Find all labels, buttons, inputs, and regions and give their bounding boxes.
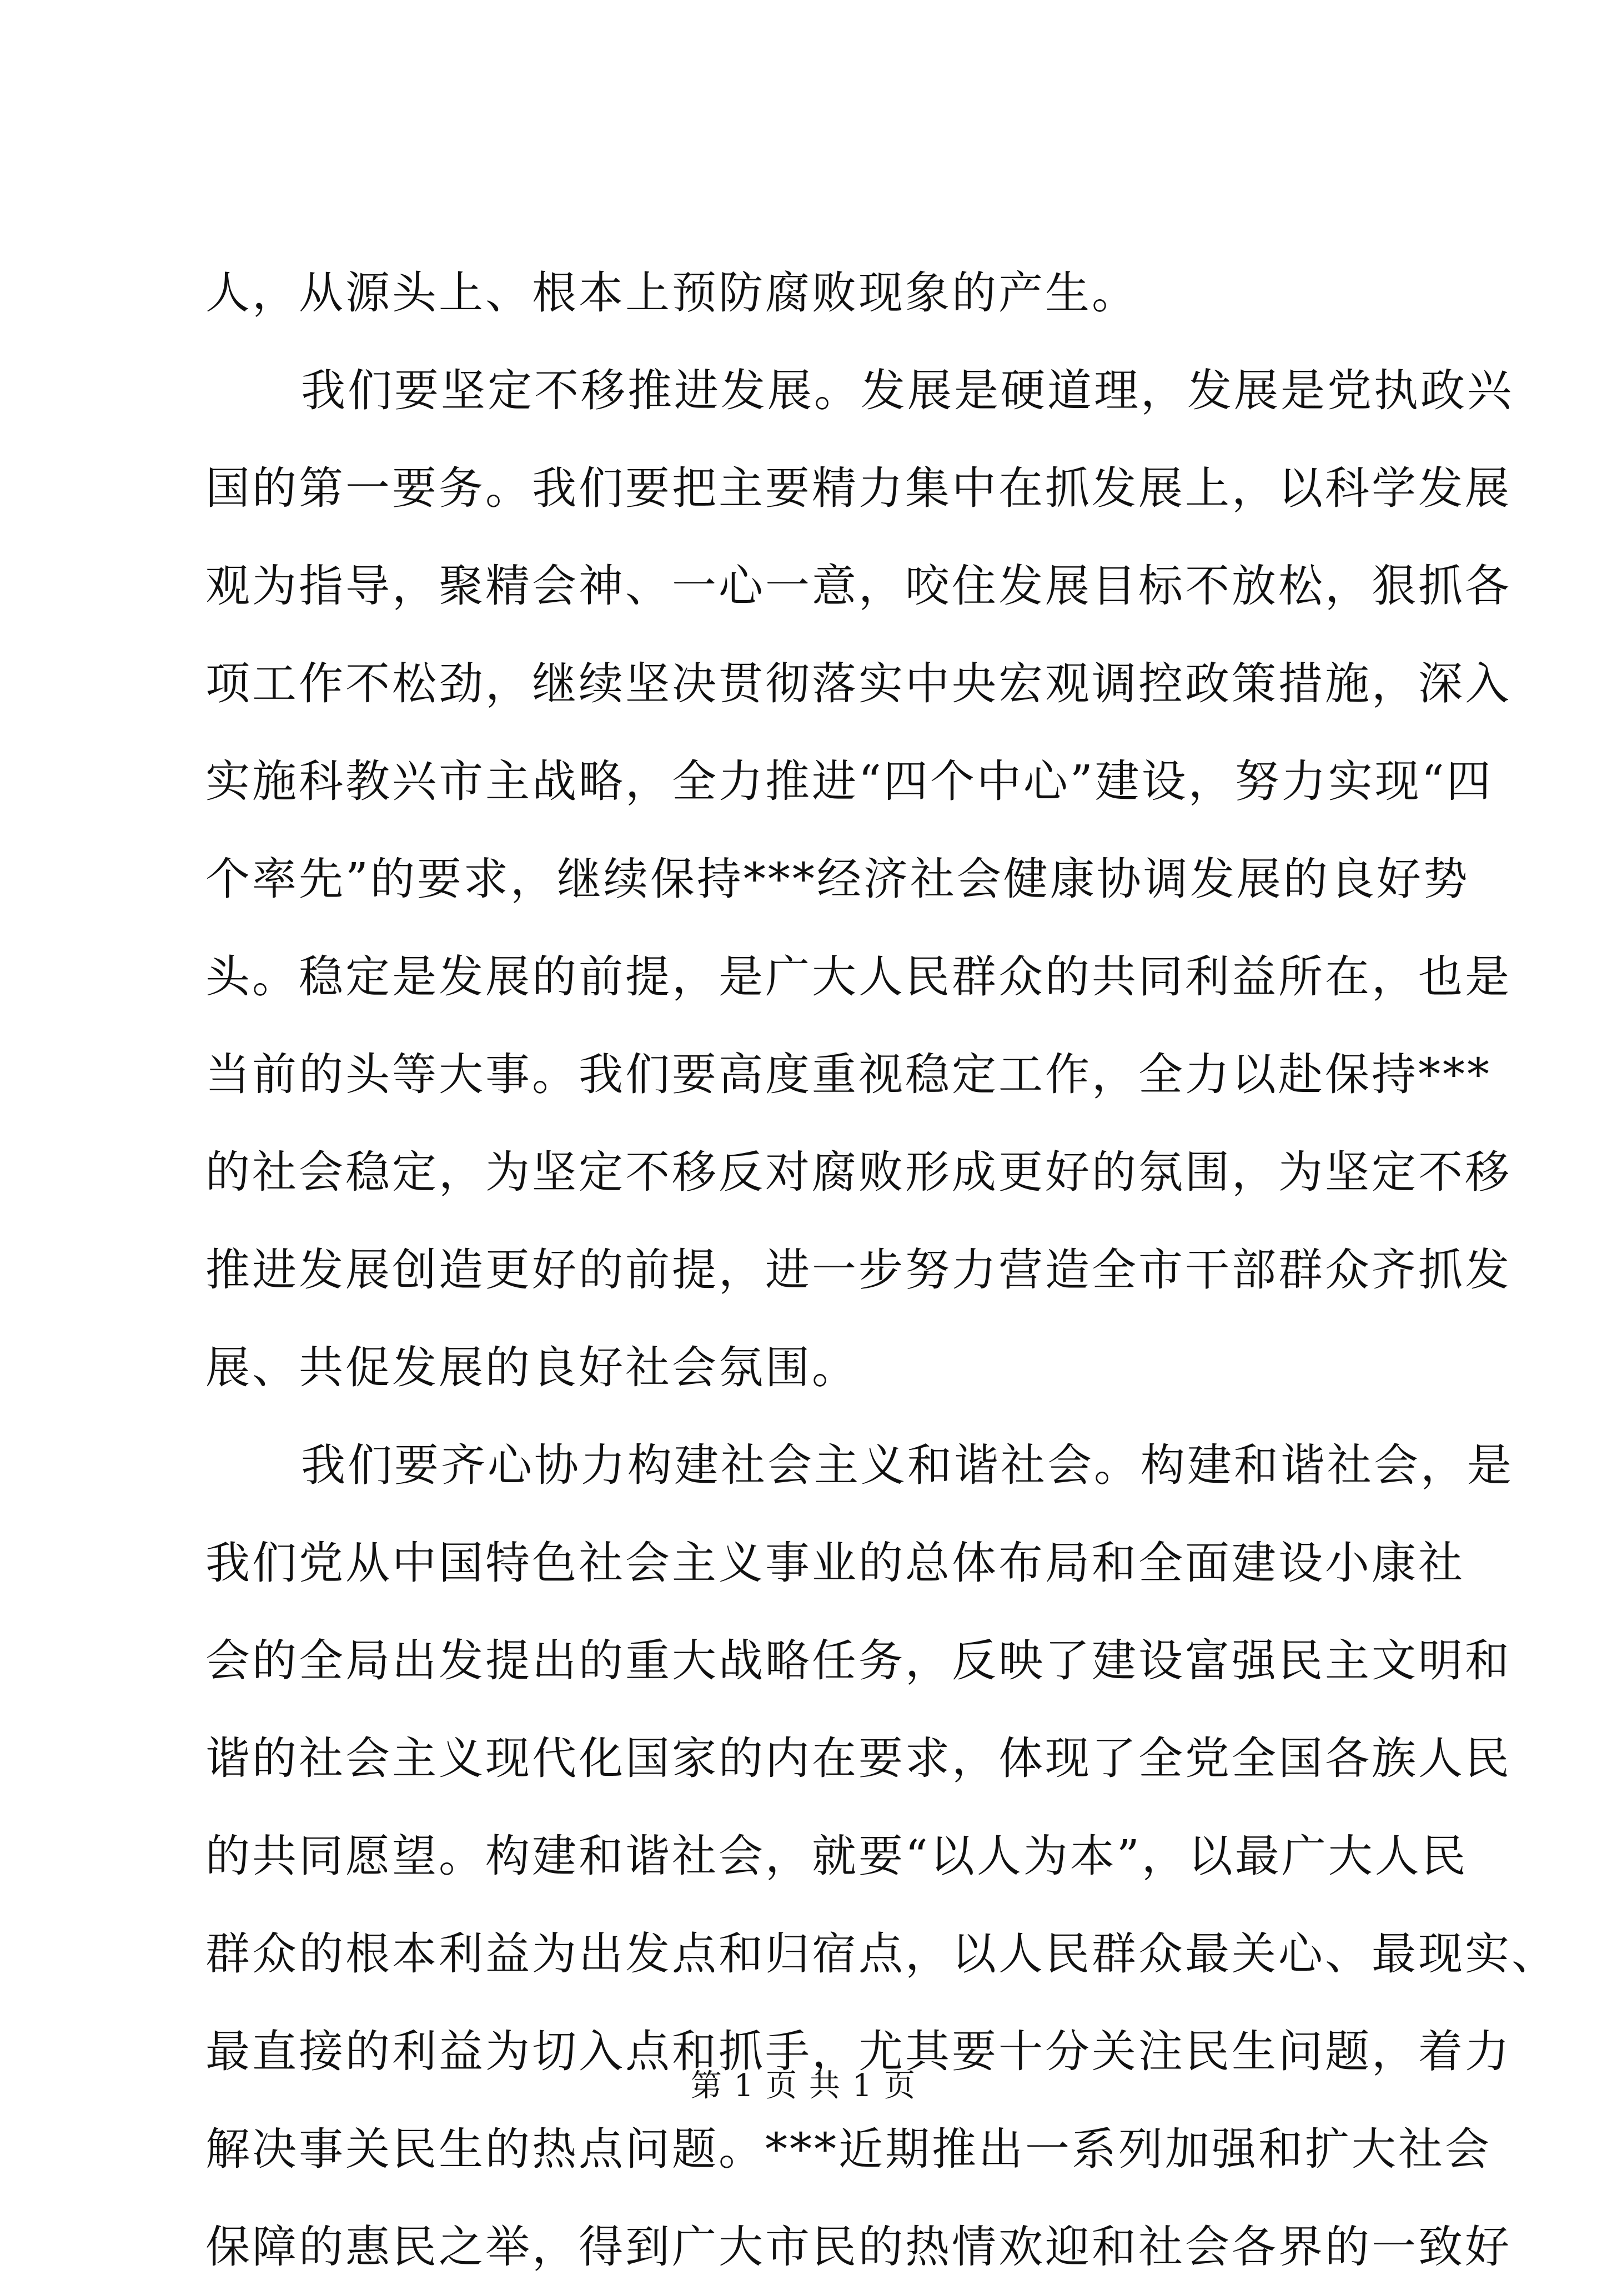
text-line: 会的全局出发提出的重大战略任务，反映了建设富强民主文明和 xyxy=(205,1635,1511,1686)
text-line: 保障的惠民之举，得到广大市民的热情欢迎和社会各界的一致好 xyxy=(205,2221,1511,2273)
text-line: 群众的根本利益为出发点和归宿点，以人民群众最关心、最现实、 xyxy=(205,1928,1558,1980)
text-line: 实施科教兴市主战略，全力推进“四个中心”建设，努力实现“四 xyxy=(205,756,1493,807)
text-line: 的共同愿望。构建和谐社会，就要“以人为本”，以最广大人民 xyxy=(205,1830,1468,1882)
text-line: 观为指导，聚精会神、一心一意，咬住发展目标不放松，狠抓各 xyxy=(205,560,1511,612)
text-line: 项工作不松劲，继续坚决贯彻落实中央宏观调控政策措施，深入 xyxy=(205,658,1511,709)
page-number-footer: 第 1 页 共 1 页 xyxy=(690,2068,917,2104)
text-line: 人，从源头上、根本上预防腐败现象的产生。 xyxy=(205,267,1138,319)
text-line: 推进发展创造更好的前提，进一步努力营造全市干部群众齐抓发 xyxy=(205,1244,1511,1296)
text-line: 我们要坚定不移推进发展。发展是硬道理，发展是党执政兴 xyxy=(301,365,1514,416)
text-line: 我们党从中国特色社会主义事业的总体布局和全面建设小康社 xyxy=(205,1537,1465,1589)
text-line: 展、共促发展的良好社会氛围。 xyxy=(205,1342,858,1393)
text-line: 谐的社会主义现代化国家的内在要求，体现了全党全国各族人民 xyxy=(205,1733,1511,1784)
text-line: 最直接的利益为切入点和抓手，尤其要十分关注民生问题，着力 xyxy=(205,2026,1511,2077)
text-line: 的社会稳定，为坚定不移反对腐败形成更好的氛围，为坚定不移 xyxy=(205,1146,1511,1198)
text-line: 解决事关民生的热点问题。***近期推出一系列加强和扩大社会 xyxy=(205,2123,1492,2175)
text-line: 头。稳定是发展的前提，是广大人民群众的共同利益所在，也是 xyxy=(205,951,1511,1003)
document-body xyxy=(205,244,1558,2296)
text-line: 我们要齐心协力构建社会主义和谐社会。构建和谐社会，是 xyxy=(301,1439,1514,1491)
text-line: 当前的头等大事。我们要高度重视稳定工作，全力以赴保持*** xyxy=(205,1049,1492,1100)
text-line: 个率先”的要求，继续保持***经济社会健康协调发展的良好势 xyxy=(205,853,1470,905)
text-line: 国的第一要务。我们要把主要精力集中在抓发展上，以科学发展 xyxy=(205,462,1511,514)
